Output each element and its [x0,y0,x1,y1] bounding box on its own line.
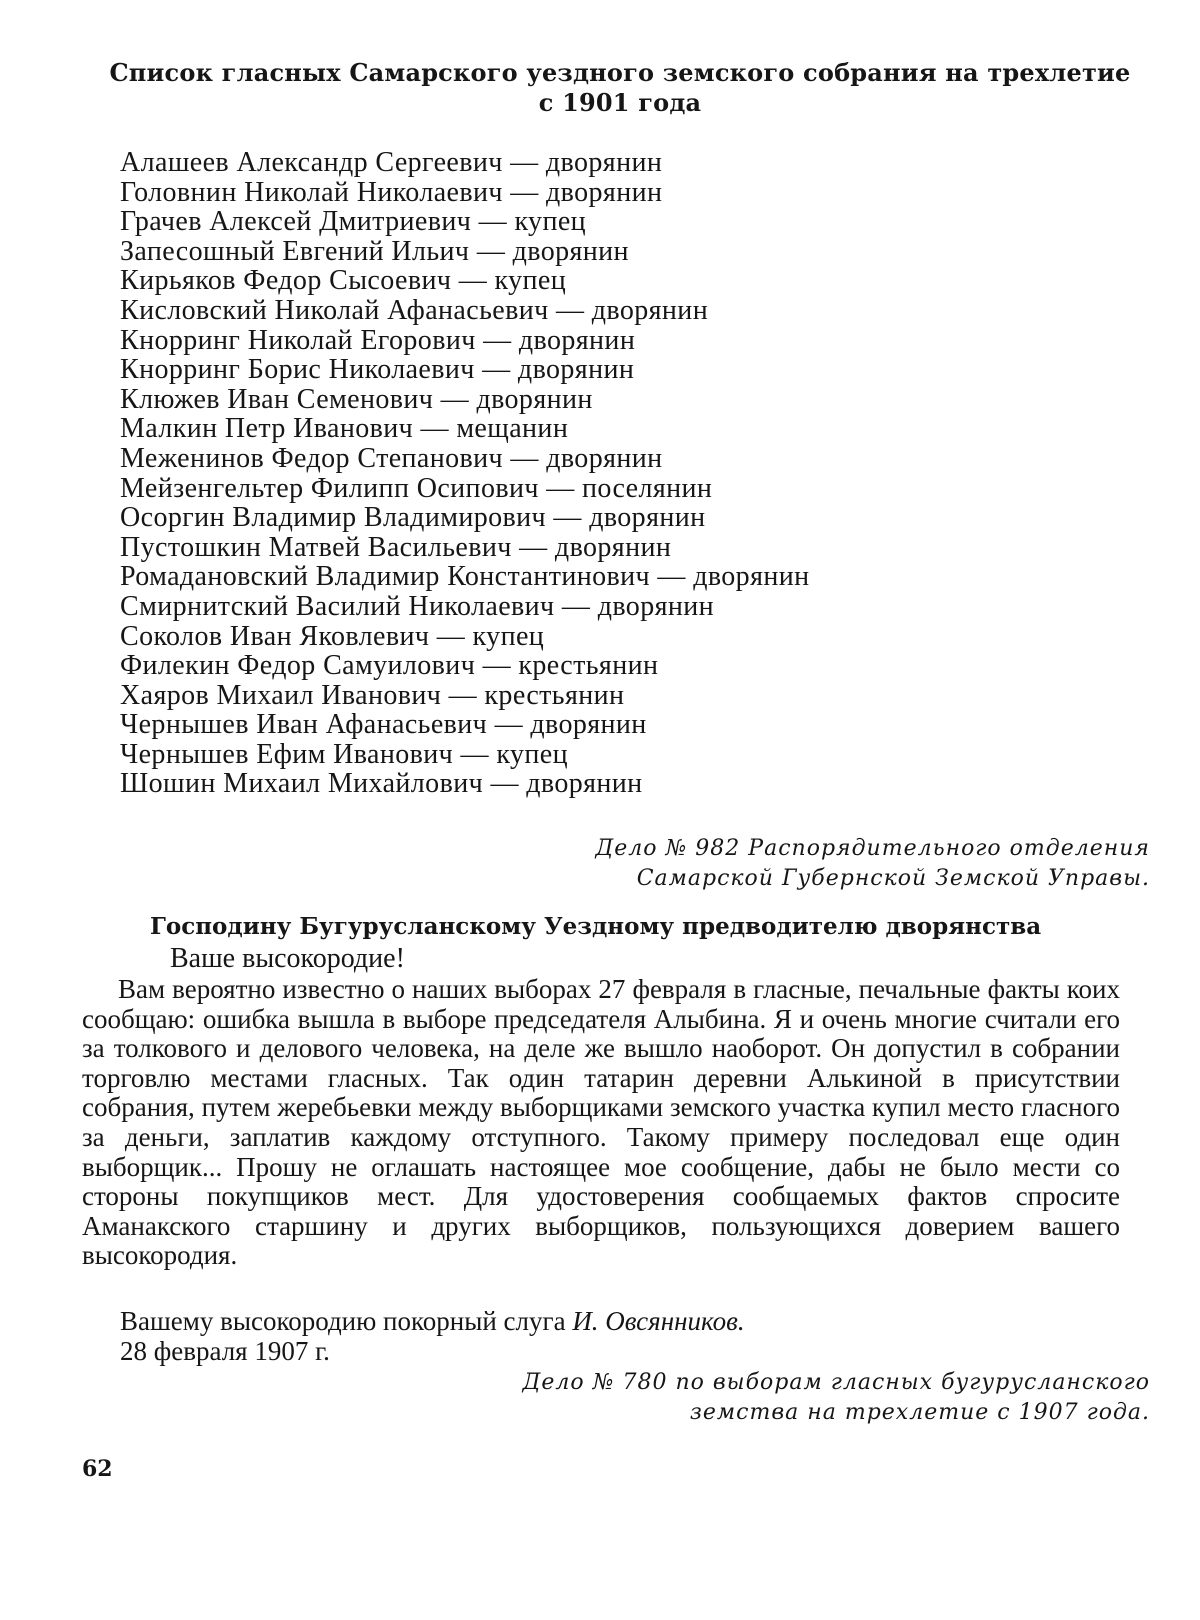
letter-date: 28 февраля 1907 г. [120,1336,330,1366]
list-item: Грачев Алексей Дмитриевич — купец [120,206,587,238]
list-item: Шошин Михаил Михайлович — дворянин [120,768,643,800]
list-item: Филекин Федор Самуилович — крестьянин [120,650,659,682]
letter-closing [120,1306,745,1336]
list-title-line-2: с 1901 года [538,88,702,117]
source-citation-1 [595,834,1150,894]
list-item: Мейзенгельтер Филипп Осипович — поселянин [120,472,713,504]
list-item: Хаяров Михаил Иванович — крестьянин [120,679,625,711]
list-item: Кирьяков Федор Сысоевич — купец [120,265,567,297]
page-number: 62 [82,1456,113,1482]
list-item: Головнин Николай Николаевич — дворянин [120,176,663,208]
letter-salutation: Ваше высокородие! [170,943,405,974]
list-item: Кисловский Николай Афанасьевич — дворянин [120,294,709,326]
list-item: Осоргин Владимир Владимирович — дворянин [120,502,706,534]
list-item: Соколов Иван Яковлевич — купец [120,620,545,652]
list-item: Кнорринг Николай Егорович — дворянин [120,324,636,356]
list-item: Запесошный Евгений Ильич — дворянин [120,235,629,267]
list-title-line-1: Список гласных Самарского уездного земского собрания на трехлетие [109,58,1131,87]
list-item: Смирнитский Василий Николаевич — дворянин [120,590,715,622]
list-item: Ромадановский Владимир Константинович — дворянин [120,561,810,593]
letter-closing-text: Вашему высокородию покорный слуга [120,1306,566,1336]
list-item: Чернышев Ефим Иванович — купец [120,738,568,770]
source-citation-2 [523,1368,1150,1428]
source-citation-2-line-1: Дело № 780 по выборам гласных бугурусланского [522,1370,1150,1395]
list-item: Алашеев Александр Сергеевич — дворянин [120,147,663,178]
list-item: Кнорринг Борис Николаевич — дворянин [120,354,635,386]
list-item: Пустошкин Матвей Васильевич — дворянин [120,531,672,563]
letter-heading: Господину Бугурусланскому Уездному предводителю дворянства [150,913,1042,940]
deputies-list [120,148,810,799]
source-citation-2-line-2: земства на трехлетие с 1907 года. [689,1400,1150,1425]
list-item: Меженинов Федор Степанович — дворянин [120,442,663,474]
letter-signature: И. Овсянников. [572,1306,745,1336]
source-citation-1-line-1: Дело № 982 Распорядительного отделения [595,836,1150,861]
list-item: Чернышев Иван Афанасьевич — дворянин [120,709,647,741]
list-item: Малкин Петр Иванович — мещанин [120,413,569,445]
list-item: Клюжев Иван Семенович — дворянин [120,383,593,415]
source-citation-1-line-2: Самарской Губернской Земской Управы. [636,866,1150,891]
letter-body: Вам вероятно известно о наших выборах 27 февраля в гласные, печальные факты коих сообщаю: ошибка вышла в выборе председателя Алыбина. Я и очень многие считали его за толкового и делового человека, на деле же вышло наоборот. Он допустил в собрании торговлю местами гласных. Так один татарин деревни Алькиной в присутствии собрания, путем жеребьевки между выборщиками земского участка купил место гласного за деньги, заплатив каждому отступного. Такому примеру последовал еще один выборщик... Прошу не оглашать настоящее мое сообщение, дабы не было мести со стороны покупщиков мест. Для удостоверения сообщаемых фактов спросите Аманакского старшину и других выборщиков, пользующихся доверием вашего высокородия. [82,974,1120,1271]
list-title [90,58,1150,118]
